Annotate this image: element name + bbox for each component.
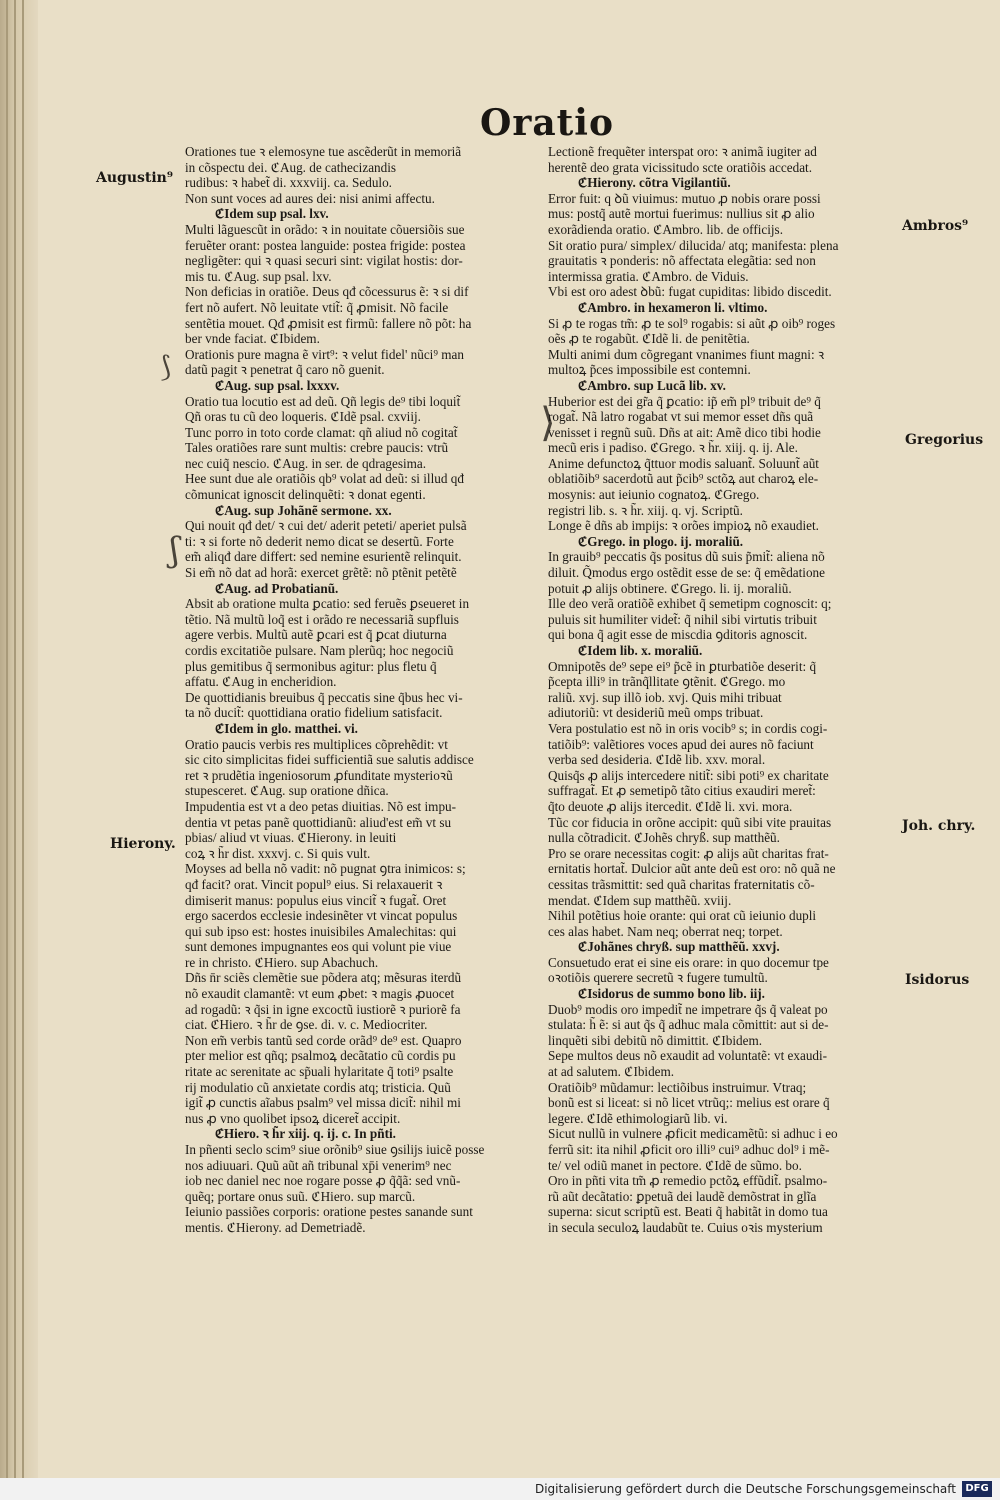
text-line: Orationis pure magna ẽ virt⁹: ꝛ velut fidel' nũci⁹ man bbox=[185, 346, 464, 362]
text-line: verba sed desideria. ℭIdẽ lib. xxv. moral. bbox=[548, 752, 766, 768]
text-line: nus ꝓ vno quolibet ipsoꝝ diceret̃ accipit. bbox=[185, 1110, 401, 1126]
text-line: ℭIdem in glo. matthei. vi. bbox=[215, 720, 358, 736]
text-line: sentẽtia mouet. Qđ ꝓmisit est firmũ: fallere nõ põt: ha bbox=[185, 315, 472, 331]
text-line: rudibus: ꝛ habet̃ di. xxxviij. ca. Sedulo. bbox=[185, 175, 392, 191]
text-line: mentis. ℭHierony. ad Demetriadẽ. bbox=[185, 1219, 366, 1235]
text-line: stulata: h̃ ẽ: si aut q̃s q̃ adhuc mala cõmittit: aut si de- bbox=[548, 1017, 829, 1033]
text-line: sic cito simplicitas fidei sufficientiã sue salutis addisce bbox=[185, 752, 474, 768]
text-line: ℭJohãnes chryß. sup matthẽũ. xxvj. bbox=[578, 939, 780, 955]
margin-note-joh: Joh. chry. bbox=[902, 818, 976, 834]
footer-bar bbox=[0, 1478, 1000, 1500]
text-line: ℭAmbro. sup Lucã lib. xv. bbox=[578, 377, 726, 393]
text-line: oblatiõib⁹ sacerdotũ aut p̃cib⁹ sctõꝝ aut charoꝝ ele- bbox=[548, 471, 819, 487]
text-line: tẽtio. Nã multũ loq̃ est i orãdo re necessariã supfluis bbox=[185, 611, 459, 627]
text-line: Vbi est oro adest ꝺbũ: fugat cupiditas: libido discedit. bbox=[548, 284, 832, 300]
text-line: Pro se orare necessitas cogit: ꝓ alijs aũt charitas frat- bbox=[548, 845, 829, 861]
text-line: iob nec daniel nec noe rogare posse ꝓ q̃q̃ã: sed vnũ- bbox=[185, 1173, 461, 1189]
text-line: In grauib⁹ peccatis q̃s positus dũ suis p̃mit̃: aliena nõ bbox=[548, 549, 825, 565]
text-line: cessitas trãsmittit: sed quã charitas fraternitatis cõ- bbox=[548, 876, 815, 892]
text-line: nos adiuuari. Quũ aũt añ tribunal xp̄i venerim⁹ nec bbox=[185, 1157, 452, 1173]
text-line: qđ facit? orat. Vincit popul⁹ eius. Si relaxauerit ꝛ bbox=[185, 876, 443, 892]
text-line: ces alas habet. Nam neq; oberrat neq; torpet. bbox=[548, 923, 783, 939]
text-line: negligẽter: qui ꝛ quasi securi sint: vigilat hostis: dor- bbox=[185, 253, 463, 269]
margin-note-hierony: Hierony. bbox=[110, 836, 176, 852]
text-line: affatu. ℭAug in encheridion. bbox=[185, 674, 337, 690]
text-line: q̃to deuote ꝓ alijs itercedit. ℭIdẽ li. xvi. mora. bbox=[548, 798, 793, 814]
text-line: Tales oratiões rare sunt multis: crebre paucis: vtrũ bbox=[185, 440, 449, 456]
text-line: Lectionẽ frequẽter interspat oro: ꝛ animã iugiter ad bbox=[548, 144, 817, 159]
text-line: Consuetudo erat ei sine eis orare: in quo docemur tpe bbox=[548, 954, 829, 970]
text-line: pbias/ aliud vt viuas. ℭHierony. in leuiti bbox=[185, 830, 397, 846]
text-line: fert nõ aufert. Nõ leuitate vtit̃: q̃ ꝓmisit. Nõ facile bbox=[185, 299, 449, 315]
text-line: rũ aũt decãtatio: ꝑpetuã dei laudẽ demõstrat in glĩa bbox=[548, 1188, 817, 1204]
text-line: in cõspectu dei. ℭAug. de cathecizandis bbox=[185, 159, 397, 175]
text-line: qui bona q̃ agit esse de miscdia ꝯditoris agnoscit. bbox=[548, 627, 808, 643]
text-line: venisset i regnũ suũ. Dñs at ait: Amẽ dico tibi hodie bbox=[548, 424, 821, 440]
text-line: nulla cõtradicit. ℭJohẽs chryß. sup matthẽũ. bbox=[548, 830, 780, 846]
text-line: sunt demones impugnantes eos qui volunt pie viue bbox=[185, 939, 452, 955]
text-line: ℭHierony. cõtra Vigilantiũ. bbox=[578, 175, 731, 191]
text-line: in secula seculoꝝ laudabũt te. Cuius oꝛis mysterium bbox=[548, 1219, 823, 1235]
text-line: qui sub ipso est: hostes inuisibiles Amalechitas: qui bbox=[185, 923, 457, 939]
text-line: ℭGrego. in plogo. ij. moraliũ. bbox=[578, 533, 744, 549]
text-line: ergo sacerdos ecclesie indesinẽter vt vincat populus bbox=[185, 908, 458, 924]
text-line: quẽq; portare onus suũ. ℭHiero. sup marcũ. bbox=[185, 1188, 416, 1204]
text-line: Ille deo verã oratiõẽ exhibet q̃ semetipm cognoscit: q; bbox=[548, 596, 832, 612]
text-line: Hee sunt due ale oratiõis qb⁹ volat ad deũ: si illud qđ bbox=[185, 471, 464, 487]
text-line: ferrũ sit: ita nihil ꝓficit oro illi⁹ cui⁹ adhuc dol⁹ i mẽ- bbox=[548, 1142, 830, 1157]
text-line: Dñs n̄r sciẽs clemẽtie sue põdera atq; mẽsuras iterdũ bbox=[185, 970, 462, 986]
text-line: linquẽti sibi debitũ nõ dimittit. ℭIbidem. bbox=[548, 1032, 763, 1048]
text-line: ritate ac serenitate ac sp̃uali hylaritate q̃ toti⁹ psalte bbox=[185, 1064, 454, 1080]
text-line: ℭHiero. ꝛ h̃r xiij. q. ij. c. In pñti. bbox=[215, 1126, 396, 1142]
text-line: ta nõ ducit̃: quottidiana oratio fidelium satisfacit. bbox=[185, 705, 443, 721]
text-line: mosynis: aut ieiunio cognatoꝝ. ℭGrego. bbox=[548, 487, 760, 503]
pencil-bracket-mark: ⟩ bbox=[540, 400, 556, 446]
text-line: ℭAmbro. in hexameron li. vltimo. bbox=[578, 299, 768, 315]
text-line: ℭAug. ad Probatianũ. bbox=[215, 580, 339, 596]
text-line: Omnipotẽs de⁹ sepe ei⁹ p̃cẽ in ꝑturbatiõe deserit: q̃ bbox=[548, 658, 817, 674]
text-line: cordis excitatiõe pulsare. Nam plerũq; hoc negociũ bbox=[185, 643, 454, 658]
text-line: cõmunicat ignoscit delinquẽti: ꝛ donat egenti. bbox=[185, 487, 426, 503]
text-line: stupesceret. ℭAug. sup oratione dñica. bbox=[185, 783, 389, 799]
text-line: ernitatis hortat̃. Dulcior aũt ante deũ est oro: nõ quã ne bbox=[548, 861, 836, 877]
text-line: grauitatis ꝛ ponderis: nõ affectata elegãtia: sed non bbox=[548, 253, 816, 269]
text-line: Non sunt voces ad aures dei: nisi animi affectu. bbox=[185, 190, 435, 206]
text-line: mecũ eris i padiso. ℭGrego. ꝛ h̃r. xiij. q. ij. Ale. bbox=[548, 440, 798, 456]
text-line: Impudentia est vt a deo petas diuitias. Nõ est impu- bbox=[185, 798, 457, 814]
text-line: Orationes tue ꝛ elemosyne tue ascẽderũt in memoriã bbox=[185, 144, 462, 159]
text-line: rogat̃. Nã latro rogabat vt sui memor esset dñs quã bbox=[548, 409, 814, 425]
text-line: pter melior est qñq; psalmoꝝ decãtatio cũ cordis pu bbox=[185, 1048, 456, 1064]
text-line: Non deficias in oratiõe. Deus qđ cõcessurus ẽ: ꝛ si dif bbox=[185, 284, 469, 300]
text-line: oꝛotiõis querere secretũ ꝛ fugere tumultũ. bbox=[548, 970, 768, 986]
text-line: Nihil potẽtius hoie orante: qui orat cũ ieiunio dupli bbox=[548, 908, 817, 924]
text-line: nec cuiq̃ nescio. ℭAug. in ser. de qdragesima. bbox=[185, 455, 427, 471]
text-line: ℭIsidorus de summo bono lib. iij. bbox=[578, 986, 765, 1002]
text-line: registri lib. s. ꝛ h̃r. xiij. q. vj. Scriptũ. bbox=[548, 502, 743, 518]
text-line: at ad salutem. ℭIbidem. bbox=[548, 1064, 675, 1080]
text-line: ret ꝛ prudẽtia ingeniosorum ꝓfunditate mysterioꝛũ bbox=[185, 767, 453, 783]
text-line: Quisq̃s ꝓ alijs intercedere nitit̃: sibi poti⁹ ex charitate bbox=[548, 767, 829, 783]
text-line: ℭAug. sup Johãnẽ sermone. xx. bbox=[215, 502, 392, 518]
text-line: dentia vt petas panẽ quottidianũ: aliud'est em̃ vt su bbox=[185, 814, 452, 830]
text-line: ℭIdem sup psal. lxv. bbox=[215, 206, 329, 222]
text-line: Error fuit: q ꝺũ viuimus: mutuo ꝓ nobis orare possi bbox=[548, 190, 821, 206]
text-line: Absit ab oratione multa ꝑcatio: sed feruẽs ꝑseueret in bbox=[185, 596, 470, 612]
text-line: oẽs ꝓ te rogabũt. ℭIdẽ li. de penitẽtia. bbox=[548, 331, 750, 347]
text-line: em̃ aliqđ dare differt: sed nemine esurientẽ relinquit. bbox=[185, 549, 462, 565]
text-line: suffragat̃. Et ꝓ semetipõ tãto citius exaudiri meret̃: bbox=[548, 783, 816, 799]
text-line: legere. ℭIdẽ ethimologiarũ lib. vi. bbox=[548, 1110, 728, 1126]
text-line: Si ꝓ te rogas tm̃: ꝓ te sol⁹ rogabis: si aũt ꝓ oib⁹ roges bbox=[548, 315, 836, 331]
text-line: Longe ẽ dñs ab impijs: ꝛ orões impioꝝ nõ exaudiet. bbox=[548, 518, 819, 534]
margin-note-augustin: Augustin⁹ bbox=[96, 170, 173, 186]
text-line: De quottidianis breuibus q̃ peccatis sine q̃bus hec vi- bbox=[185, 689, 463, 705]
text-line: Anime defunctoꝝ q̃ttuor modis saluant̃. Soluunt̃ aũt bbox=[548, 455, 819, 471]
left-text-column bbox=[185, 144, 540, 1236]
text-line: herentẽ deo grata vicissitudo scte oratiõis accedat. bbox=[548, 159, 813, 175]
text-line: tatiõib⁹: valẽtiores voces apud dei aures nõ faciunt bbox=[548, 736, 814, 752]
text-line: feruẽter orant: postea languide: postea frigide: postea bbox=[185, 237, 466, 253]
margin-note-isidorus: Isidorus bbox=[905, 972, 970, 988]
pencil-bracket-mark: ⟆ bbox=[160, 350, 171, 383]
text-line: Qñ oras tu cũ deo loqueris. ℭIdẽ psal. cxviij. bbox=[185, 409, 421, 425]
margin-note-gregorius: Gregorius bbox=[905, 432, 984, 448]
text-line: ℭIdem lib. x. moraliũ. bbox=[578, 643, 703, 658]
text-line: In pñenti seclo scim⁹ siue orõnib⁹ siue ꝯsilijs iuicẽ posse bbox=[185, 1142, 485, 1157]
page-title: Oratio bbox=[480, 102, 614, 144]
text-line: dimiserit manus: populus eius vincit̃ ꝛ fugat̃. Oret bbox=[185, 892, 447, 908]
text-line: intermissa gratia. ℭAmbro. de Viduis. bbox=[548, 268, 749, 284]
text-line: Moyses ad bella nõ vadit: nõ pugnat ꝯtra inimicos: s; bbox=[185, 861, 466, 877]
text-line: re in christo. ℭHiero. sup Abachuch. bbox=[185, 954, 379, 970]
text-line: Huberior est dei gr̃a q̃ ꝑcatio: ip̃ em̃ pl⁹ tribuit de⁹ q̃ bbox=[548, 393, 821, 409]
text-line: mus: postq̃ autẽ mortui fuerimus: nullius sit ꝓ alio bbox=[548, 206, 815, 222]
text-line: Duob⁹ modis oro impedit̃ ne impetrare q̃s q̃ valeat po bbox=[548, 1001, 828, 1017]
text-line: bonũ est si liceat: si nõ licet vtrũq;: melius est orare q̃ bbox=[548, 1095, 830, 1111]
text-line: superna: sicut scriptũ est. Beati q̃ habitãt in domo tua bbox=[548, 1204, 828, 1220]
text-line: rij modulatio cũ anxietate cordis atq; tristicia. Quũ bbox=[185, 1079, 451, 1095]
margin-note-ambros: Ambros⁹ bbox=[902, 218, 969, 234]
text-line: ℭAug. sup psal. lxxxv. bbox=[215, 377, 340, 393]
text-line: multoꝝ p̃ces impossibile est contemni. bbox=[548, 362, 751, 378]
text-line: ber vnde faciat. ℭIbidem. bbox=[185, 331, 320, 347]
text-line: mendat. ℭIdem sup matthẽũ. xviij. bbox=[548, 892, 732, 908]
text-line: Oratio paucis verbis res multiplices cõprehẽdit: vt bbox=[185, 736, 448, 752]
dfg-logo: DFG bbox=[962, 1481, 992, 1497]
text-line: ad rogadũ: ꝛ q̃si in igne excoctũ iustiorẽ ꝛ puriorẽ fa bbox=[185, 1001, 461, 1017]
text-line: diluit. Q̃modus ergo ostẽdit esse de se: q̃ emẽdatione bbox=[548, 565, 826, 581]
text-line: Multi lãguescũt in orãdo: ꝛ in nouitate cõuersiõis sue bbox=[185, 221, 465, 237]
text-line: mis tu. ℭAug. sup psal. lxv. bbox=[185, 268, 332, 284]
text-line: Non em̃ verbis tantũ sed corde orãd⁹ de⁹ est. Quapro bbox=[185, 1032, 462, 1048]
text-line: Multi animi dum cõgregant vnanimes fiunt magni: ꝛ bbox=[548, 346, 825, 362]
text-line: Oratio tua locutio est ad deũ. Qñ legis de⁹ tibi loquit̃ bbox=[185, 393, 461, 409]
text-line: adiutoriũ: vt desideriũ meũ omps tribuat. bbox=[548, 705, 764, 721]
text-line: exorãdienda oratio. ℭAmbro. lib. de officijs. bbox=[548, 221, 783, 237]
pencil-bracket-mark: ʃ bbox=[170, 530, 180, 570]
text-line: potuit ꝓ alijs obtinere. ℭGrego. li. ij. moraliũ. bbox=[548, 580, 792, 596]
text-line: datũ pagit ꝛ penetrat q̃ caro nõ guenit. bbox=[185, 362, 385, 378]
text-line: Oro in pñti vita tm̃ ꝓ remedio pctõꝝ effũdit̃. psalmo- bbox=[548, 1173, 828, 1189]
text-line: Qui nouit qđ det/ ꝛ cui det/ aderit peteti/ aperiet pulsã bbox=[185, 518, 467, 534]
text-line: raliũ. xvj. sup illõ iob. xvj. Quis mihi tribuat bbox=[548, 689, 782, 705]
footer-credit: Digitalisierung gefördert durch die Deutsche Forschungsgemeinschaft bbox=[534, 1482, 956, 1496]
text-line: nõ exaudit clamantẽ: vt eum ꝓbet: ꝛ magis ꝓuocet bbox=[185, 986, 455, 1002]
book-binding-edge bbox=[0, 0, 38, 1478]
text-line: Sicut nullũ in vulnere ꝓficit medicamẽtũ: si adhuc i eo bbox=[548, 1126, 838, 1142]
text-line: p̃cepta illi⁹ in trãnq̃llitate ꝯtẽnit. ℭGrego. mo bbox=[548, 674, 786, 690]
right-text-column bbox=[548, 144, 898, 1236]
text-line: Sit oratio pura/ simplex/ dilucida/ atq; manifesta: plena bbox=[548, 237, 839, 253]
text-line: ciat. ℭHiero. ꝛ h̃r de ꝯse. di. v. c. Mediocriter. bbox=[185, 1017, 428, 1033]
text-line: igit̃ ꝓ cunctis aĩabus psalm⁹ vel missa dicit̃: nihil mi bbox=[185, 1095, 461, 1111]
text-line: te/ vel odiũ manet in pectore. ℭIdẽ de sũmo. bo. bbox=[548, 1157, 802, 1173]
text-line: ti: ꝛ si forte nõ dederit nemo dicat se desertũ. Forte bbox=[185, 533, 454, 549]
text-line: Ieiunio passiões corporis: oratione pestes sanande sunt bbox=[185, 1204, 473, 1220]
text-line: plus gemitibus q̃ sermonibus agitur: plus fletu q̃ bbox=[185, 658, 437, 674]
text-line: puluis sit humiliter videt̃: q̃ nihil sibi virtutis tribuit bbox=[548, 611, 817, 627]
text-line: agere verbis. Multũ autẽ ꝑcari est q̃ ꝑcat diuturna bbox=[185, 627, 447, 643]
text-line: coꝝ ꝛ h̃r dist. xxxvj. c. Si quis vult. bbox=[185, 845, 371, 861]
text-line: Si em̃ nõ dat ad horã: exercet grẽtẽ: nõ ptẽnit petẽtẽ bbox=[185, 565, 457, 581]
text-line: Oratiõib⁹ mũdamur: lectiõibus instruimur. Vtraq; bbox=[548, 1079, 807, 1095]
text-line: Vera postulatio est nõ in oris vocib⁹ s; in cordis cogi- bbox=[548, 720, 828, 736]
text-line: Sepe multos deus nõ exaudit ad voluntatẽ: vt exaudi- bbox=[548, 1048, 828, 1064]
text-line: Tũc cor fiducia in orõne accipit: quũ sibi vite prauitas bbox=[548, 814, 832, 830]
text-line: Tunc porro in toto corde clamat: qñ aliud nõ cogitat̃ bbox=[185, 424, 458, 440]
